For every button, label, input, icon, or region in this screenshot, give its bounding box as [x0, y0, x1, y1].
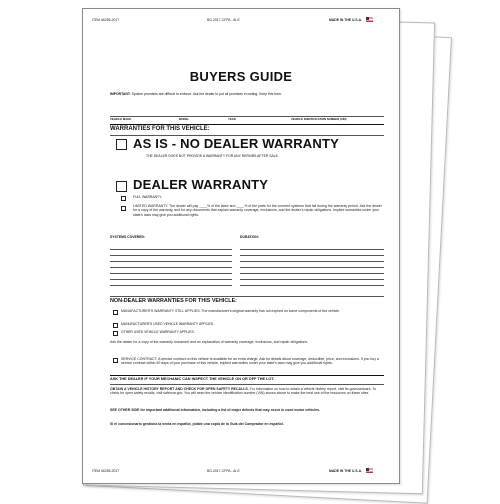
history-report-bold: OBTAIN A VEHICLE HISTORY REPORT AND CHECK FOR OPEN SAFETY RECALLS.: [110, 387, 249, 391]
dealer-warranty-checkbox[interactable]: [116, 181, 127, 192]
item-number: ITEM #6255-2017: [92, 18, 120, 22]
vin-label: VEHICLE IDENTIFICATION NUMBER (VIN): [291, 117, 347, 121]
systems-covered-label: SYSTEMS COVERED:: [110, 235, 146, 239]
ask-mechanic-text: ASK THE DEALER IF YOUR MECHANIC CAN INSPECT THE VEHICLE ON OR OFF THE LOT.: [110, 377, 275, 381]
year-label: YEAR: [228, 117, 236, 121]
manufacturer-used-warranty-checkbox[interactable]: [113, 323, 118, 328]
non-dealer-heading: NON-DEALER WARRANTIES FOR THIS VEHICLE:: [110, 298, 237, 304]
service-contract-text: SERVICE CONTRACT. A service contract on this vehicle is available for an extra charge. Ask for details about coverage, deductible, price, and exclusions. If you buy a service contract within 90 days of your purchase of this vehicle, implied warranties under your state's laws may give you additional rights.: [121, 357, 379, 366]
as-is-subtitle: THE DEALER DOES NOT PROVIDE A WARRANTY FOR ANY REPAIRS AFTER SALE.: [146, 154, 279, 158]
mechanic-rule: [110, 375, 384, 376]
as-is-checkbox[interactable]: [116, 139, 127, 150]
history-report-body: For information on how to obtain a vehicle history report, visit ftc.gov/usedcars. To check for open safety recalls, visit safercar.gov. You will need the vehicle identification number (VIN) shown above to make the best use of the resources on these sites.: [110, 387, 377, 396]
history-rule: [110, 384, 384, 385]
non-dealer-rule: [110, 296, 384, 297]
important-note: [110, 92, 282, 96]
footer-form-code: BG-2017-CFPA - AI-E: [207, 469, 240, 473]
full-warranty-label: FULL WARRANTY.: [133, 195, 162, 199]
other-used-warranty-text: OTHER USED VEHICLE WARRANTY APPLIES.: [121, 330, 195, 334]
other-used-warranty-checkbox[interactable]: [113, 331, 118, 336]
spanish-notice: Si el concesionario gestiona la venta en español, pídale una copia de la Guía del Comprador en español.: [110, 422, 284, 426]
service-contract-checkbox[interactable]: [113, 358, 118, 363]
warranties-rule: [110, 124, 384, 125]
ask-copy-text: Ask the dealer for a copy of the warranty document and an explanation of warranty coverage, exclusions, and repair obligations.: [110, 340, 309, 344]
model-label: MODEL: [179, 117, 190, 121]
form-title: BUYERS GUIDE: [189, 69, 293, 84]
duration-label: DURATION:: [240, 235, 259, 239]
buyers-guide-form: [82, 8, 400, 484]
limited-warranty-checkbox[interactable]: [121, 206, 126, 211]
important-label: IMPORTANT:: [110, 92, 131, 96]
warranties-heading: WARRANTIES FOR THIS VEHICLE:: [110, 126, 210, 132]
as-is-title: AS IS - NO DEALER WARRANTY: [133, 136, 339, 151]
manufacturer-warranty-checkbox[interactable]: [113, 310, 118, 315]
footer-us-flag-icon: [366, 468, 373, 473]
manufacturer-warranty-text: MANUFACTURER'S WARRANTY STILL APPLIES. The manufacturer's original warranty has not expired on some components of the vehicle.: [121, 309, 341, 313]
manufacturer-used-warranty-text: MANUFACTURER'S USED VEHICLE WARRANTY APPLIES.: [121, 322, 214, 326]
important-text: Spoken promises are difficult to enforce. Ask the dealer to put all promises in writing. Keep this form.: [131, 92, 282, 96]
history-report-text: [110, 387, 384, 396]
footer-item-number: ITEM #6255-2017: [92, 469, 120, 473]
form-code: BG-2017-CFPA - AI-E: [207, 18, 240, 22]
see-other-side-text: SEE OTHER SIDE for important additional information, including a list of major defects that may occur in used motor vehicles.: [110, 408, 321, 412]
us-flag-icon: [366, 17, 373, 22]
footer-made-in-usa: MADE IN THE U.S.A.: [329, 469, 362, 473]
limited-warranty-text: LIMITED WARRANTY. The dealer will pay ____% of the labor and ____% of the parts for the covered systems that fail during the warranty period. Ask the dealer for a copy of the warranty, and for any documents that explain warranty coverage, exclusions, and the dealer's repair obligations. Implied warranties under your state's laws may give you additional rights.: [133, 204, 382, 217]
vehicle-make-label: VEHICLE MAKE: [110, 117, 132, 121]
dealer-warranty-title: DEALER WARRANTY: [133, 177, 269, 192]
made-in-usa: MADE IN THE U.S.A.: [329, 18, 362, 22]
full-warranty-checkbox[interactable]: [121, 196, 126, 201]
